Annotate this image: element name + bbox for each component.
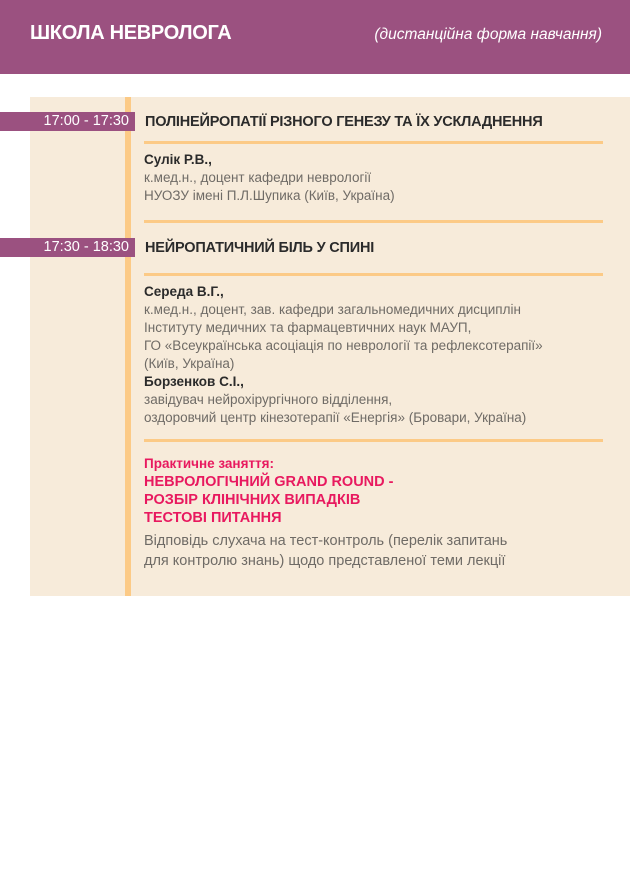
session-topic: НЕЙРОПАТИЧНИЙ БІЛЬ У СПИНІ <box>145 240 375 256</box>
speaker-block <box>144 283 543 427</box>
practice-title: ТЕСТОВІ ПИТАННЯ <box>144 510 282 526</box>
speaker-affiliation: (Київ, Україна) <box>144 356 235 371</box>
speaker-affiliation: НУОЗУ імені П.Л.Шупика (Київ, Україна) <box>144 188 395 203</box>
divider-line <box>144 141 603 144</box>
speaker-affiliation: ГО «Всеукраїнська асоціація по неврології та рефлексотерапії» <box>144 338 543 353</box>
practice-title: РОЗБІР КЛІНІЧНИХ ВИПАДКІВ <box>144 492 361 508</box>
speaker-name: Середа В.Г., <box>144 284 224 299</box>
speaker-affiliation: к.мед.н., доцент, зав. кафедри загальномедичних дисциплін <box>144 302 521 317</box>
practice-label: Практичне заняття: <box>144 456 275 471</box>
header-title: ШКОЛА НЕВРОЛОГА <box>30 22 232 44</box>
session-time-badge: 17:00 - 17:30 <box>0 112 135 131</box>
header-subtitle: (дистанційна форма навчання) <box>374 26 602 43</box>
practice-description-line: Відповідь слухача на тест-контроль (перелік запитань <box>144 533 508 549</box>
speaker-affiliation: Інституту медичних та фармацевтичних наук МАУП, <box>144 320 472 335</box>
speaker-name: Сулік Р.В., <box>144 152 212 167</box>
practice-block <box>144 455 507 571</box>
divider-line <box>144 273 603 276</box>
speaker-affiliation: завідувач нейрохірургічного відділення, <box>144 392 393 407</box>
page-header <box>0 0 630 74</box>
practice-description-line: для контролю знань) щодо представленої теми лекції <box>144 553 506 569</box>
practice-description <box>144 531 507 571</box>
speaker-affiliation: к.мед.н., доцент кафедри неврології <box>144 170 372 185</box>
practice-title: НЕВРОЛОГІЧНИЙ GRAND ROUND - <box>144 474 394 490</box>
speaker-name: Борзенков С.І., <box>144 374 244 389</box>
speaker-affiliation: оздоровчий центр кінезотерапії «Енергія» (Бровари, Україна) <box>144 410 527 425</box>
speaker-block <box>144 151 395 205</box>
divider-line <box>144 220 603 223</box>
timeline-divider <box>125 97 131 596</box>
session-topic: ПОЛІНЕЙРОПАТІЇ РІЗНОГО ГЕНЕЗУ ТА ЇХ УСКЛАДНЕННЯ <box>145 114 543 130</box>
divider-line <box>144 439 603 442</box>
session-time-badge: 17:30 - 18:30 <box>0 238 135 257</box>
